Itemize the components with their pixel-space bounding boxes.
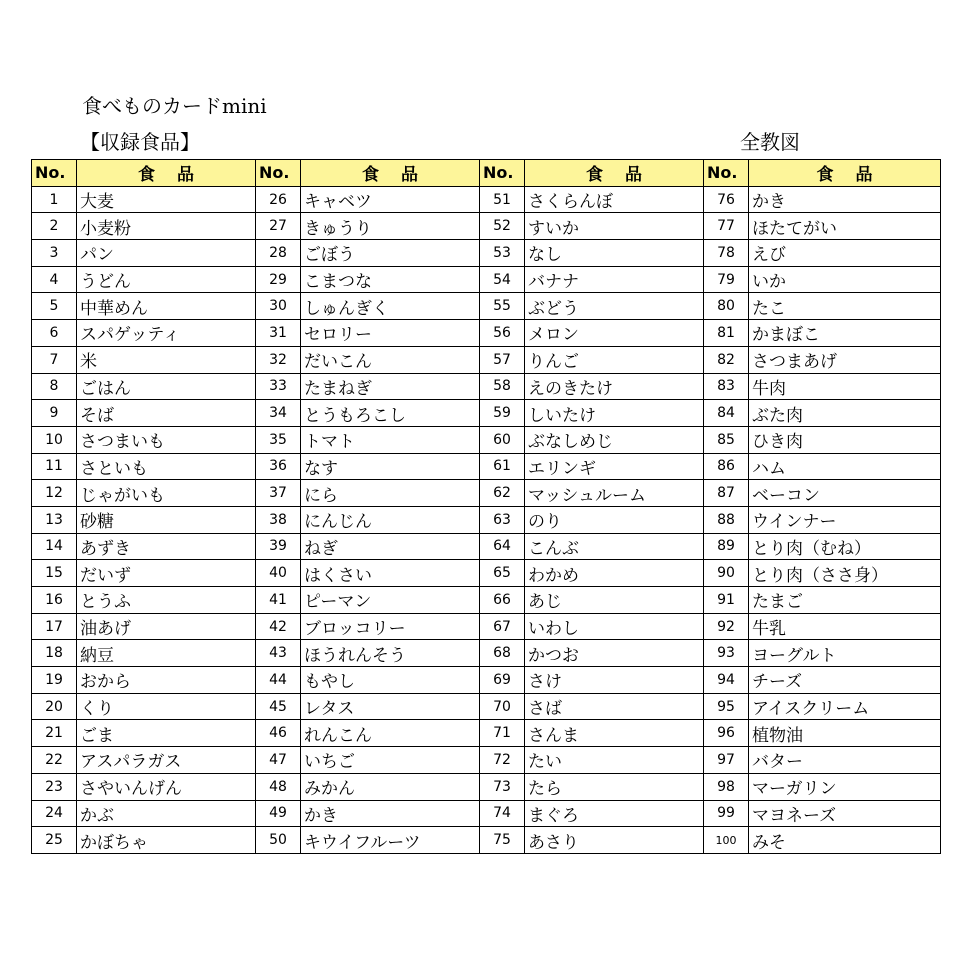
item-number: 45 (256, 693, 301, 720)
item-number: 4 (32, 266, 77, 293)
item-number: 50 (256, 827, 301, 854)
food-name: じゃがいも (77, 480, 256, 507)
food-name: アイスクリーム (749, 693, 941, 720)
food-name: すいか (525, 213, 704, 240)
header-no: No. (480, 160, 525, 187)
item-number: 17 (32, 613, 77, 640)
food-name: さつまいも (77, 426, 256, 453)
food-name: りんご (525, 346, 704, 373)
item-number: 15 (32, 560, 77, 587)
food-name: アスパラガス (77, 747, 256, 774)
header-no: No. (704, 160, 749, 187)
food-name: かき (301, 800, 480, 827)
item-number: 7 (32, 346, 77, 373)
header-no: No. (256, 160, 301, 187)
food-name: 牛乳 (749, 613, 941, 640)
header-food: 食品 (525, 160, 704, 187)
item-number: 3 (32, 240, 77, 267)
item-number: 41 (256, 587, 301, 614)
item-number: 25 (32, 827, 77, 854)
item-number: 74 (480, 800, 525, 827)
item-number: 35 (256, 426, 301, 453)
food-name: ぶた肉 (749, 400, 941, 427)
food-name: かぼちゃ (77, 827, 256, 854)
item-number: 27 (256, 213, 301, 240)
table-row (32, 320, 941, 347)
item-number: 93 (704, 640, 749, 667)
item-number: 60 (480, 426, 525, 453)
food-name: さつまあげ (749, 346, 941, 373)
item-number: 11 (32, 453, 77, 480)
item-number: 49 (256, 800, 301, 827)
item-number: 53 (480, 240, 525, 267)
item-number: 87 (704, 480, 749, 507)
food-name: 牛肉 (749, 373, 941, 400)
food-name: ぶどう (525, 293, 704, 320)
item-number: 38 (256, 506, 301, 533)
food-name: かぶ (77, 800, 256, 827)
item-number: 9 (32, 400, 77, 427)
item-number: 33 (256, 373, 301, 400)
item-number: 13 (32, 506, 77, 533)
item-number: 77 (704, 213, 749, 240)
food-name: 中華めん (77, 293, 256, 320)
item-number: 43 (256, 640, 301, 667)
item-number: 21 (32, 720, 77, 747)
food-name: チーズ (749, 667, 941, 694)
table-row (32, 480, 941, 507)
food-name: ヨーグルト (749, 640, 941, 667)
table-row (32, 720, 941, 747)
item-number: 12 (32, 480, 77, 507)
food-name: 大麦 (77, 186, 256, 213)
food-name: かつお (525, 640, 704, 667)
item-number: 58 (480, 373, 525, 400)
food-name: とうもろこし (301, 400, 480, 427)
item-number: 16 (32, 587, 77, 614)
item-number: 22 (32, 747, 77, 774)
item-number: 56 (480, 320, 525, 347)
food-name: さば (525, 693, 704, 720)
table-row (32, 453, 941, 480)
food-name: さんま (525, 720, 704, 747)
food-name: ほたてがい (749, 213, 941, 240)
table-row (32, 693, 941, 720)
item-number: 57 (480, 346, 525, 373)
food-name: はくさい (301, 560, 480, 587)
item-number: 59 (480, 400, 525, 427)
item-number: 61 (480, 453, 525, 480)
item-number: 78 (704, 240, 749, 267)
section-heading: 【収録食品】 (80, 130, 200, 154)
food-name: たい (525, 747, 704, 774)
item-number: 71 (480, 720, 525, 747)
table-row (32, 293, 941, 320)
item-number: 37 (256, 480, 301, 507)
item-number: 76 (704, 186, 749, 213)
food-name: 小麦粉 (77, 213, 256, 240)
food-name: 砂糖 (77, 506, 256, 533)
food-name: マーガリン (749, 773, 941, 800)
table-row (32, 667, 941, 694)
item-number: 94 (704, 667, 749, 694)
item-number: 67 (480, 613, 525, 640)
item-number: 79 (704, 266, 749, 293)
item-number: 65 (480, 560, 525, 587)
item-number: 100 (704, 827, 749, 854)
item-number: 34 (256, 400, 301, 427)
item-number: 89 (704, 533, 749, 560)
food-name: こまつな (301, 266, 480, 293)
item-number: 44 (256, 667, 301, 694)
food-name: ごま (77, 720, 256, 747)
food-name: キャベツ (301, 186, 480, 213)
item-number: 72 (480, 747, 525, 774)
food-name: セロリー (301, 320, 480, 347)
food-name: にら (301, 480, 480, 507)
item-number: 52 (480, 213, 525, 240)
food-name: こんぶ (525, 533, 704, 560)
table-row (32, 747, 941, 774)
item-number: 62 (480, 480, 525, 507)
header-food: 食品 (301, 160, 480, 187)
item-number: 26 (256, 186, 301, 213)
publisher-label: 全教図 (740, 130, 800, 154)
table-row (32, 587, 941, 614)
table-row (32, 613, 941, 640)
item-number: 68 (480, 640, 525, 667)
food-name: ねぎ (301, 533, 480, 560)
item-number: 8 (32, 373, 77, 400)
food-name: とり肉（むね） (749, 533, 941, 560)
table-row (32, 373, 941, 400)
item-number: 70 (480, 693, 525, 720)
food-name: おから (77, 667, 256, 694)
table-row (32, 213, 941, 240)
item-number: 14 (32, 533, 77, 560)
food-name: キウイフルーツ (301, 827, 480, 854)
food-name: たまご (749, 587, 941, 614)
food-name: とうふ (77, 587, 256, 614)
item-number: 90 (704, 560, 749, 587)
food-name: うどん (77, 266, 256, 293)
food-name: みかん (301, 773, 480, 800)
food-name: しいたけ (525, 400, 704, 427)
food-name: ひき肉 (749, 426, 941, 453)
table-row (32, 800, 941, 827)
food-name: ごはん (77, 373, 256, 400)
table-row (32, 533, 941, 560)
food-name: さといも (77, 453, 256, 480)
item-number: 91 (704, 587, 749, 614)
food-name: なす (301, 453, 480, 480)
table-row (32, 400, 941, 427)
item-number: 66 (480, 587, 525, 614)
item-number: 97 (704, 747, 749, 774)
item-number: 86 (704, 453, 749, 480)
food-name: そば (77, 400, 256, 427)
item-number: 10 (32, 426, 77, 453)
item-number: 31 (256, 320, 301, 347)
document-title: 食べものカードmini (82, 94, 267, 118)
item-number: 63 (480, 506, 525, 533)
table-row (32, 773, 941, 800)
food-name: あじ (525, 587, 704, 614)
item-number: 18 (32, 640, 77, 667)
item-number: 19 (32, 667, 77, 694)
item-number: 92 (704, 613, 749, 640)
food-name: ハム (749, 453, 941, 480)
food-name: ピーマン (301, 587, 480, 614)
food-name: パン (77, 240, 256, 267)
item-number: 36 (256, 453, 301, 480)
item-number: 81 (704, 320, 749, 347)
table-row (32, 346, 941, 373)
item-number: 28 (256, 240, 301, 267)
food-name: さけ (525, 667, 704, 694)
food-name: ぶなしめじ (525, 426, 704, 453)
item-number: 2 (32, 213, 77, 240)
table-row (32, 506, 941, 533)
item-number: 40 (256, 560, 301, 587)
food-name: たこ (749, 293, 941, 320)
food-name: いわし (525, 613, 704, 640)
item-number: 88 (704, 506, 749, 533)
item-number: 23 (32, 773, 77, 800)
header-no: No. (32, 160, 77, 187)
food-name: ウインナー (749, 506, 941, 533)
food-name: とり肉（ささ身） (749, 560, 941, 587)
food-name: わかめ (525, 560, 704, 587)
item-number: 46 (256, 720, 301, 747)
food-name: バナナ (525, 266, 704, 293)
header-food: 食品 (77, 160, 256, 187)
item-number: 85 (704, 426, 749, 453)
item-number: 84 (704, 400, 749, 427)
food-name: れんこん (301, 720, 480, 747)
item-number: 95 (704, 693, 749, 720)
item-number: 75 (480, 827, 525, 854)
table-row (32, 266, 941, 293)
item-number: 29 (256, 266, 301, 293)
food-name: いちご (301, 747, 480, 774)
food-name: えび (749, 240, 941, 267)
item-number: 30 (256, 293, 301, 320)
food-name: さやいんげん (77, 773, 256, 800)
food-name: あずき (77, 533, 256, 560)
table-row (32, 827, 941, 854)
item-number: 48 (256, 773, 301, 800)
item-number: 39 (256, 533, 301, 560)
item-number: 69 (480, 667, 525, 694)
item-number: 96 (704, 720, 749, 747)
item-number: 42 (256, 613, 301, 640)
food-name: 油あげ (77, 613, 256, 640)
table-row (32, 186, 941, 213)
item-number: 54 (480, 266, 525, 293)
food-name: にんじん (301, 506, 480, 533)
food-name: まぐろ (525, 800, 704, 827)
food-name: ベーコン (749, 480, 941, 507)
food-name: バター (749, 747, 941, 774)
table-row (32, 240, 941, 267)
food-name: メロン (525, 320, 704, 347)
food-name: のり (525, 506, 704, 533)
food-name: さくらんぼ (525, 186, 704, 213)
food-name: エリンギ (525, 453, 704, 480)
food-name: だいこん (301, 346, 480, 373)
food-name: レタス (301, 693, 480, 720)
food-name: だいず (77, 560, 256, 587)
item-number: 73 (480, 773, 525, 800)
item-number: 64 (480, 533, 525, 560)
food-name: もやし (301, 667, 480, 694)
item-number: 20 (32, 693, 77, 720)
food-name: トマト (301, 426, 480, 453)
food-name: 納豆 (77, 640, 256, 667)
food-name: かき (749, 186, 941, 213)
food-name: なし (525, 240, 704, 267)
food-name: マヨネーズ (749, 800, 941, 827)
item-number: 55 (480, 293, 525, 320)
food-name: ほうれんそう (301, 640, 480, 667)
item-number: 98 (704, 773, 749, 800)
item-number: 82 (704, 346, 749, 373)
food-name: スパゲッティ (77, 320, 256, 347)
item-number: 1 (32, 186, 77, 213)
item-number: 47 (256, 747, 301, 774)
item-number: 5 (32, 293, 77, 320)
food-name: かまぼこ (749, 320, 941, 347)
food-name: ごぼう (301, 240, 480, 267)
item-number: 6 (32, 320, 77, 347)
food-name: たら (525, 773, 704, 800)
food-name: あさり (525, 827, 704, 854)
food-name: きゅうり (301, 213, 480, 240)
food-name: ブロッコリー (301, 613, 480, 640)
food-name: くり (77, 693, 256, 720)
item-number: 99 (704, 800, 749, 827)
food-list-table (31, 159, 941, 854)
item-number: 51 (480, 186, 525, 213)
table-row (32, 426, 941, 453)
food-name: みそ (749, 827, 941, 854)
header-food: 食品 (749, 160, 941, 187)
item-number: 24 (32, 800, 77, 827)
table-row (32, 640, 941, 667)
food-name: いか (749, 266, 941, 293)
food-name: えのきたけ (525, 373, 704, 400)
item-number: 80 (704, 293, 749, 320)
item-number: 32 (256, 346, 301, 373)
food-name: しゅんぎく (301, 293, 480, 320)
item-number: 83 (704, 373, 749, 400)
food-name: 米 (77, 346, 256, 373)
food-name: 植物油 (749, 720, 941, 747)
food-name: マッシュルーム (525, 480, 704, 507)
food-list-body (32, 186, 941, 853)
table-header-row (32, 160, 941, 187)
food-name: たまねぎ (301, 373, 480, 400)
table-row (32, 560, 941, 587)
